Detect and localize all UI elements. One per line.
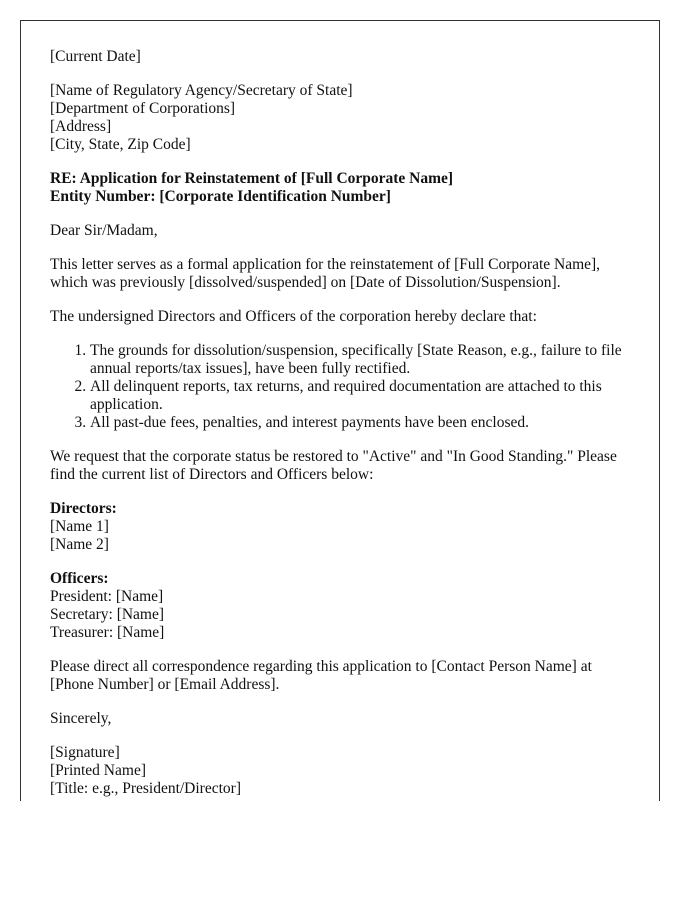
intro-paragraph: This letter serves as a formal application for the reinstatement of [Full Corporate Name], which was previously [dissolved/suspended] on [Date of Dissolution/Suspension]. [50,256,601,291]
signature-block [50,744,630,798]
officer-treasurer: Treasurer: [Name] [50,624,165,641]
declaration-item: 2. All delinquent reports, tax returns, and required documentation are attached to this application. [90,378,630,414]
letter-date [50,48,630,66]
recipient-department: [Department of Corporations] [50,100,236,117]
closing: Sincerely, [50,710,112,727]
director-name: [Name 2] [50,536,109,553]
declarations-list [50,342,630,432]
officer-secretary: Secretary: [Name] [50,606,165,623]
contact-paragraph: Please direct all correspondence regarding this application to [Contact Person Name] at [Phone Number] or [Email Address]. [50,658,592,693]
subject-entity-line: Entity Number: [Corporate Identification Number] [50,188,391,205]
recipient-address [50,82,630,154]
recipient-agency: [Name of Regulatory Agency/Secretary of State] [50,82,353,99]
declaration-item: 1. The grounds for dissolution/suspension, specifically [State Reason, e.g., failure to file annual reports/tax issues], have been fully rectified. [90,342,630,378]
director-name: [Name 1] [50,518,109,535]
date-text: [Current Date] [50,48,141,65]
recipient-address-line: [Address] [50,118,112,135]
officers-section [50,570,630,642]
letter-page [20,20,660,801]
title-line: [Title: e.g., President/Director] [50,780,241,797]
signature-line: [Signature] [50,744,120,761]
declaration-intro: The undersigned Directors and Officers of the corporation hereby declare that: [50,308,537,325]
declaration-item: 3. All past-due fees, penalties, and interest payments have been enclosed. [90,414,630,432]
subject-re-line: RE: Application for Reinstatement of [Full Corporate Name] [50,170,454,187]
subject-block [50,170,630,206]
request-paragraph: We request that the corporate status be restored to "Active" and "In Good Standing." Please find the current list of Directors and Officers below: [50,448,617,483]
letter-content [50,48,630,801]
directors-heading: Directors: [50,500,117,517]
officers-heading: Officers: [50,570,109,587]
directors-section [50,500,630,554]
printed-name-line: [Printed Name] [50,762,146,779]
officer-president: President: [Name] [50,588,164,605]
recipient-city-state-zip: [City, State, Zip Code] [50,136,191,153]
salutation: Dear Sir/Madam, [50,222,158,239]
